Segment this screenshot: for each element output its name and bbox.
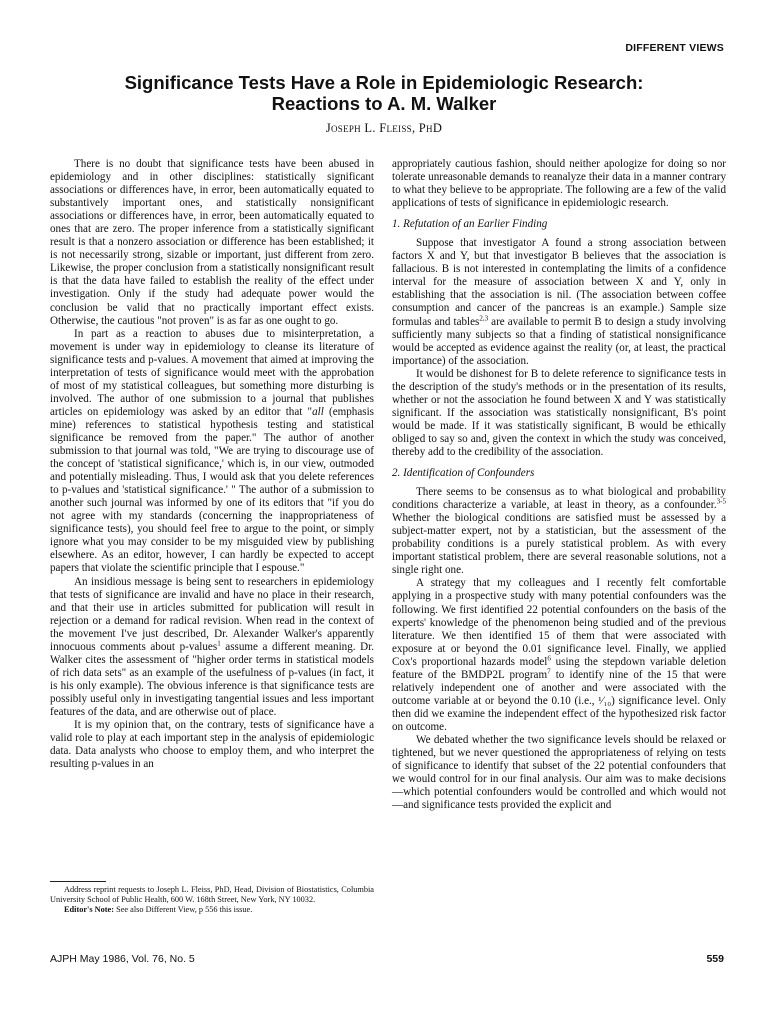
paragraph: A strategy that my colleagues and I recently felt comfortable applying in a prospective study with many potential confounders was the following. We first identified 22 potential confounders on the basis of the experts' knowledge of the phenomenon being studied and of the previous literature. We then identified 15 of them that were associated with exposure at or beyond the 0.01 significance level. Finally, we applied Cox's proportional hazards model$^6$ using the stepdown variable deletion feature of the BMDP2L program$^7$ to identify nine of the 15 that were relatively independent one of another and were associated with the outcome variable at or beyond the 0.10 (i.e., ¹⁄₁₀) significance level. Only then did we examine the independent effect of the hypothesized risk factor on outcome. <box>392 577 727 733</box>
article-title <box>60 72 708 114</box>
paragraph: appropriately cautious fashion, should neither apologize for doing so nor tolerate unreasonable demands to reanalyze their data in a manner contrary to what they believe to be appropriate. The following are a few of the valid applications of tests of significance in epidemiologic research. <box>392 158 726 210</box>
page-number: 559 <box>706 953 724 965</box>
citation-ref[interactable]: 6 <box>547 654 551 662</box>
paragraph: There is no doubt that significance tests have been abused in epidemiology and in other disciplines: statistically significant associations or differences have, in error, been automatically equated to substantively important ones, and statistically nonsignificant associations or differences have, in error, been automatically equated to ones that are zero. The proper inference from a statistically significant result is that a nonzero association or difference has been established; it is not necessarily strong, sizable or important, just different from zero. Likewise, the proper conclusion from a statistically nonsignificant result is that the data have failed to establish the reality of the effect under investigation. Only if the study had adequate power would the conclusion be valid that no practically important effect exists. Otherwise, the cautious "not proven" is as far as one ought to go. <box>50 158 374 327</box>
citation-ref[interactable]: 3-5 <box>716 497 726 506</box>
editor-note: Editor's Note: See also Different View, p 556 this issue. <box>64 905 253 914</box>
journal-citation: AJPH May 1986, Vol. 76, No. 5 <box>50 953 195 965</box>
paragraph: An insidious message is being sent to researchers in epidemiology that tests of significance are invalid and have no place in their research, and that their use in articles submitted for publication will result in rejection or a demand for radical revision. When read in the context of the movement I've just described, Dr. Alexander Walker's apparently innocuous comments about p-values$^1$ assume a different meaning. Dr. Walker cites the assessment of "higher order terms in statistical models of rich data sets" as an example of the usefulness of p-values (in fact, it is his only example). The obvious inference is that significance tests are possibly useful only in investigating tangential issues and less important features of the data, and are otherwise out of place. <box>50 575 374 718</box>
citation-ref[interactable]: 7 <box>547 667 551 676</box>
footnote <box>50 885 374 915</box>
section-label: DIFFERENT VIEWS <box>625 42 724 54</box>
paragraph: We debated whether the two significance levels should be relaxed or tightened, but we never questioned the appropriateness of relying on tests of significance to identify that subset of the 22 potential confounders that we would control for in our final analysis. Our aim was to make decisions—which potential confounders would be controlled and which would not—and significance tests provided the explicit and <box>392 733 726 812</box>
paragraph: In part as a reaction to abuses due to misinterpretation, a movement is under way in epidemiology to cleanse its literature of significance tests and p-values. A movement that aimed at improving the interpretation of tests of significance would meet with the approbation of most of my statistical colleagues, but something more disturbing is involved. The author of one submission to a journal that publishes articles on epidemiology was asked by an editor that "all (emphasis mine) references to statistical hypothesis testing and statistical significance be removed from the paper." The author of another submission to that journal was told, "We are trying to discourage use of the concept of 'statistical significance,' which is, in our view, outmoded and potentially misleading. Thus, I would ask that you delete references to p-values and 'statistical significance.' " The author of a submission to another such journal was informed by one of its editors that "if you do not agree with my standards (concerning the inappropriateness of significance tests), you should feel free to argue to the point, or simply ignore what you may consider to be my misguided view by publishing elsewhere. As an editor, however, I can hardly be expected to accept papers that violate the scientific principle that I espouse." <box>50 327 374 575</box>
author-byline: Joseph L. Fleiss, PhD <box>325 121 443 135</box>
citation-ref[interactable]: 1 <box>217 639 221 648</box>
left-column <box>50 158 374 771</box>
title-line-2: Reactions to A. M. Walker <box>271 93 497 114</box>
paragraph: There seems to be consensus as to what biological and probability conditions characterize a variable, at least in theory, as a confounder.$^{3-5}$ Whether the biological conditions are satisfied must be assessed by a subject-matter expert, not by a statistician, but the assessment of the probability conditions is a purely statistical problem. As with every important statistical problem, there are several reasonable solutions, not a single right one. <box>392 486 726 577</box>
paragraph: Suppose that investigator A found a strong association between factors X and Y, but that investigator B believes that the association is fallacious. B is not interested in contemplating the limits of a confidence interval for the measure of association between X and Y, only in establishing that the association is nil. (The association between coffee consumption and cancer of the pancreas is an example.) Sample size formulas and tables$^{2,3}$ are available to permit B to design a study involving sufficiently many subjects so that a finding of statistical nonsignificance would be accepted as evidence against the reality (or, at least, the practical importance) of the association. <box>392 237 726 367</box>
paragraph: It is my opinion that, on the contrary, tests of significance have a valid role to play at each important step in the analysis of epidemiologic data. Data analysts who choose to employ them, and who interpret the resulting p-values in an <box>50 719 374 771</box>
footnote-divider <box>50 881 106 882</box>
subsection-heading: 2. Identification of Confounders <box>392 467 535 480</box>
right-column <box>392 158 726 812</box>
citation-ref[interactable]: 2,3 <box>479 313 489 322</box>
title-line-1: Significance Tests Have a Role in Epidemiologic Research: <box>124 72 644 93</box>
subsection-heading: 1. Refutation of an Earlier Finding <box>392 218 548 231</box>
paragraph: It would be dishonest for B to delete reference to significance tests in the description of the study's methods or in the presentation of its results, whether or not the association he found between X and Y was statistically significant. If the association was statistically nonsignificant, B's point would be made. If it was statistically significant, B would be ethically obliged to say so and, given the context in which the study was conceived, thereby add to the credibility of the association. <box>392 367 726 458</box>
reprint-address: Address reprint requests to Joseph L. Fleiss, PhD, Head, Division of Biostatistics, Columbia University School of Public Health, 600 W. 168th Street, New York, NY 10032. <box>50 885 374 904</box>
